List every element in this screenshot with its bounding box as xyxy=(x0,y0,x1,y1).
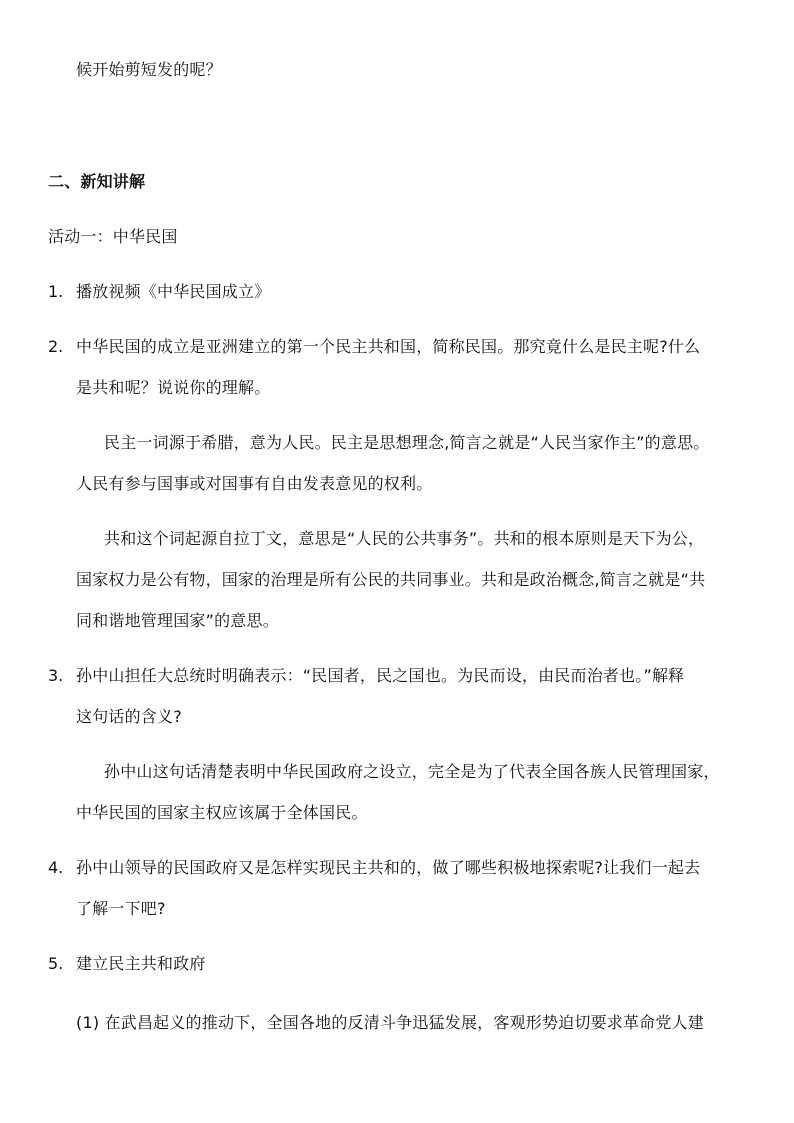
item-3-answer-line-1: 孙中山这句话清楚表明中华民国政府之设立，完全是为了代表全国各族人民管理国家， xyxy=(104,762,720,781)
item-4-line-2: 了解一下吧? xyxy=(76,899,166,918)
item-1-line-1: 播放视频《中华民国成立》 xyxy=(76,282,271,301)
item-3-line-2: 这句话的含义? xyxy=(76,707,182,726)
item-2-answer-2-line-3: 同和谐地管理国家”的意思。 xyxy=(76,611,279,630)
item-4-line-1: 孙中山领导的民国政府又是怎样实现民主共和的，做了哪些积极地探索呢?让我们一起去 xyxy=(76,858,701,877)
sub-item-1: (1) 在武昌起义的推动下，全国各地的反清斗争迅猛发展，客观形势迫切要求革命党人建 xyxy=(76,1013,704,1032)
item-2-line-2: 是共和呢？说说你的理解。 xyxy=(76,378,271,397)
item-number-3: 3. xyxy=(48,666,64,685)
activity-title: 活动一：中华民国 xyxy=(48,227,178,246)
item-3-line-1: 孙中山担任大总统时明确表示：“民国者，民之国也。为民而设，由民而治者也。”解释 xyxy=(76,666,685,685)
item-number-1: 1. xyxy=(48,282,64,301)
item-5-line-1: 建立民主共和政府 xyxy=(76,954,206,973)
item-2-answer-1-line-2: 人民有参与国事或对国事有自由发表意见的权利。 xyxy=(76,474,433,493)
item-3-answer-line-2: 中华民国的国家主权应该属于全体国民。 xyxy=(76,803,368,822)
section-title: 二、新知讲解 xyxy=(48,172,146,191)
item-2-answer-2-line-1: 共和这个词起源自拉丁文，意思是“人民的公共事务”。共和的根本原则是天下为公， xyxy=(104,529,705,548)
item-number-5: 5. xyxy=(48,954,64,973)
item-number-2: 2. xyxy=(48,337,64,356)
item-number-4: 4. xyxy=(48,858,64,877)
item-2-answer-1-line-1: 民主一词源于希腊，意为人民。民主是思想理念,简言之就是“人民当家作主”的意思。 xyxy=(104,433,710,452)
item-2-line-1: 中华民国的成立是亚洲建立的第一个民主共和国，简称民国。那究竟什么是民主呢?什么 xyxy=(76,337,701,356)
continued-line: 候开始剪短发的呢？ xyxy=(76,60,222,79)
item-2-answer-2-line-2: 国家权力是公有物，国家的治理是所有公民的共同事业。共和是政治概念,简言之就是“共 xyxy=(76,570,706,589)
